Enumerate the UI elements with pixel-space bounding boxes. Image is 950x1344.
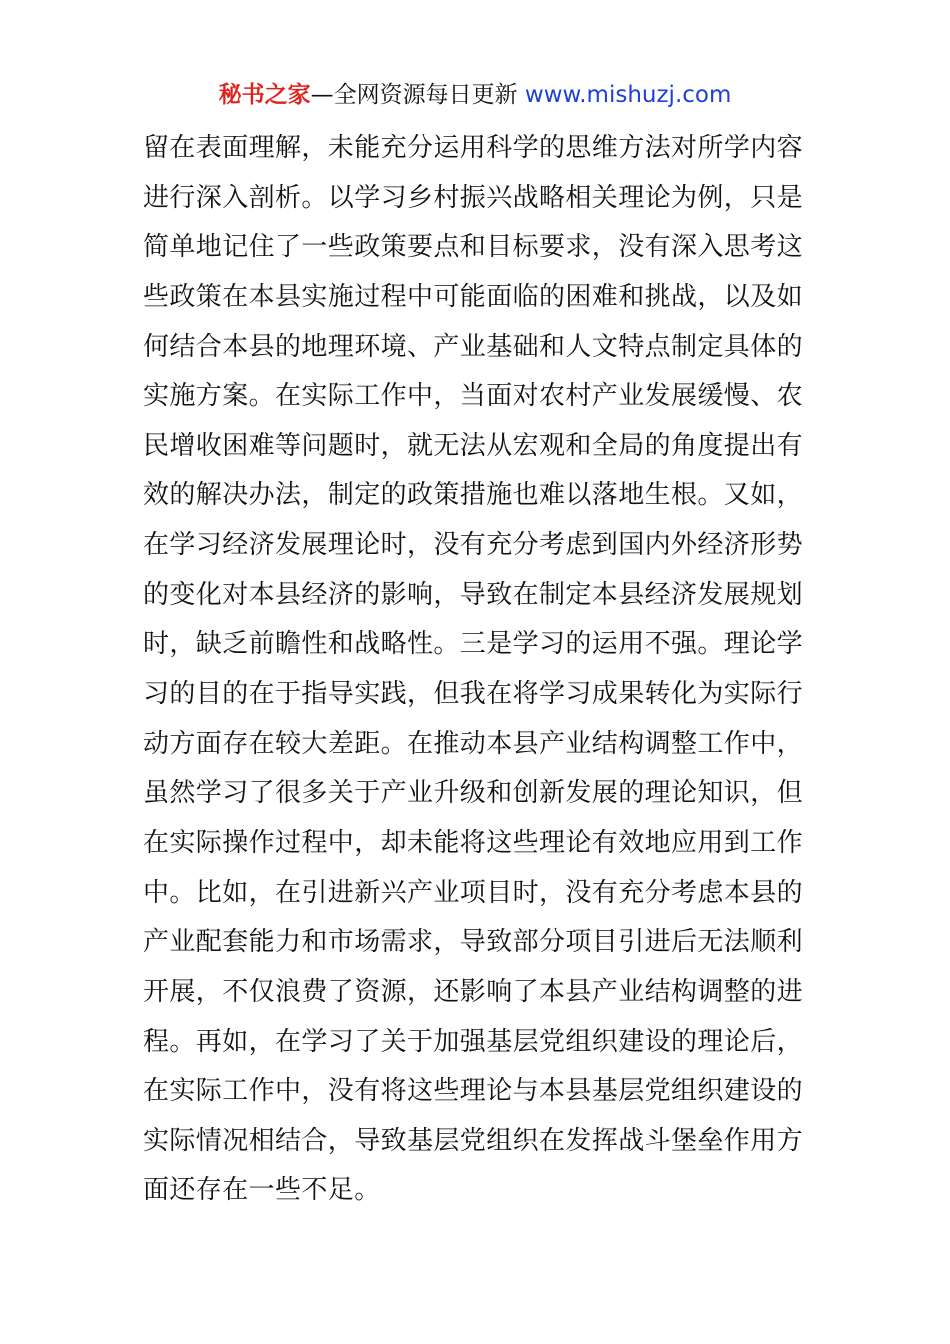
text-line: 的变化对本县经济的影响，导致在制定本县经济发展规划: [143, 579, 804, 610]
text-line: 效的解决办法，制定的政策措施也难以落地生根。又如，: [143, 480, 804, 511]
text-line: 开展，不仅浪费了资源，还影响了本县产业结构调整的进: [143, 976, 804, 1007]
text-line: 习的目的在于指导实践，但我在将学习成果转化为实际行: [143, 679, 804, 710]
text-line: 何结合本县的地理环境、产业基础和人文特点制定具体的: [143, 331, 804, 362]
text-line: 虽然学习了很多关于产业升级和创新发展的理论知识，但: [143, 778, 804, 809]
text-line: 民增收困难等问题时，就无法从宏观和全局的角度提出有: [143, 430, 804, 461]
text-line: 动方面存在较大差距。在推动本县产业结构调整工作中，: [143, 728, 804, 759]
text-line: 留在表面理解，未能充分运用科学的思维方法对所学内容: [143, 133, 804, 163]
text-line: 在实际工作中，没有将这些理论与本县基层党组织建设的: [143, 1076, 804, 1107]
text-line: 程。再如，在学习了关于加强基层党组织建设的理论后，: [143, 1026, 804, 1057]
text-line: 进行深入剖析。以学习乡村振兴战略相关理论为例，只是: [143, 182, 804, 213]
text-line: 简单地记住了一些政策要点和目标要求，没有深入思考这: [143, 232, 804, 263]
text-line: 面还存在一些不足。: [143, 1175, 381, 1206]
text-line: 在学习经济发展理论时，没有充分考虑到国内外经济形势: [143, 530, 804, 561]
site-brand: 秘书之家: [218, 82, 311, 108]
text-line: 时，缺乏前瞻性和战略性。三是学习的运用不强。理论学: [143, 629, 804, 660]
text-line: 实施方案。在实际工作中，当面对农村产业发展缓慢、农: [143, 381, 804, 412]
body-paragraph: [143, 124, 808, 1216]
page-header: [0, 78, 950, 112]
site-url-link[interactable]: www.mishuzj.com: [524, 82, 732, 108]
text-line: 产业配套能力和市场需求，导致部分项目引进后无法顺利: [143, 927, 804, 958]
site-tagline: —全网资源每日更新: [310, 82, 525, 108]
text-line: 在实际操作过程中，却未能将这些理论有效地应用到工作: [143, 827, 804, 858]
text-line: 些政策在本县实施过程中可能面临的困难和挑战，以及如: [143, 281, 804, 312]
text-line: 实际情况相结合，导致基层党组织在发挥战斗堡垒作用方: [143, 1125, 804, 1156]
text-line: 中。比如，在引进新兴产业项目时，没有充分考虑本县的: [143, 877, 804, 908]
